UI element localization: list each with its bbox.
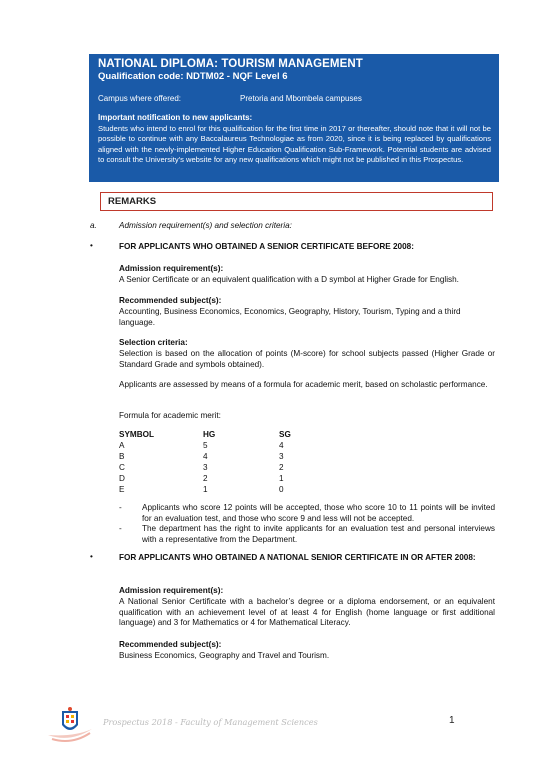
- section1-assessment-text: Applicants are assessed by means of a formula for academic merit, based on scholastic performance.: [119, 380, 488, 389]
- section1-selection-heading: Selection criteria:: [119, 338, 188, 347]
- section2-admission-heading: Admission requirement(s):: [119, 586, 224, 595]
- remarks-title: REMARKS: [108, 196, 157, 207]
- remarks-box: [100, 192, 493, 211]
- page-number: 1: [449, 715, 455, 726]
- university-crest-icon: [44, 705, 96, 750]
- table-cell: 3: [203, 463, 208, 472]
- note-dash: -: [119, 503, 122, 512]
- table-cell: D: [119, 474, 125, 483]
- item-a-text: Admission requirement(s) and selection criteria:: [119, 221, 292, 230]
- section1-selection-text: Selection is based on the allocation of points (M-score) for school subjects passed (Higher Grade or Standard Grade and symbols obtained).: [119, 349, 495, 369]
- table-cell: 2: [279, 463, 284, 472]
- table-cell: 0: [279, 485, 284, 494]
- section1-admission-text: A Senior Certificate or an equivalent qualification with a D symbol at Higher Grade for English.: [119, 275, 459, 284]
- campus-label: Campus where offered:: [98, 94, 182, 103]
- section1-recommended-text: Accounting, Business Economics, Economics, Geography, History, Tourism, Typing and a third language.: [119, 307, 461, 327]
- table-cell: 2: [203, 474, 208, 483]
- table-cell: 4: [279, 441, 284, 450]
- section2-recommended-text: Business Economics, Geography and Travel and Tourism.: [119, 651, 330, 660]
- formula-label: Formula for academic merit:: [119, 411, 221, 420]
- table-cell: 1: [203, 485, 208, 494]
- table-cell: 1: [279, 474, 284, 483]
- bullet-marker: •: [90, 552, 93, 561]
- notice-body: Students who intend to enrol for this qualification for the first time in 2017 or thereafter, should note that it will not be possible to continue with any Baccalaureus Technologiae as from 2020, since it is being replaced by qualifications aligned with the newly-implemented Higher Education Qualification Sub-Framework. Potential students are advised to consult the University's website for any new qualifications which might not be published in this Prospectus.: [98, 124, 491, 164]
- table-cell: E: [119, 485, 125, 494]
- item-a-marker: a.: [90, 221, 97, 230]
- note-item: The department has the right to invite applicants for an evaluation test and personal interviews with a representative from the Department.: [142, 524, 495, 544]
- section2-admission-text: A National Senior Certificate with a bachelor’s degree or a diploma endorsement, or an equivalent qualification with an achievement level of at least 4 for English (home language or first additional language) and 3 for Mathematics or 4 for Mathematical Literacy.: [119, 597, 495, 628]
- section1-heading: FOR APPLICANTS WHO OBTAINED A SENIOR CERTIFICATE BEFORE 2008:: [119, 242, 414, 251]
- table-header-hg: HG: [203, 430, 216, 439]
- qualification-code: Qualification code: NDTM02 - NQF Level 6: [98, 71, 288, 82]
- table-header-sg: SG: [279, 430, 291, 439]
- campus-value: Pretoria and Mbombela campuses: [240, 94, 362, 103]
- note-item: Applicants who score 12 points will be accepted, those who score 10 to 11 points will be invited for an evaluation test, and those who score 9 and less will not be accepted.: [142, 503, 495, 523]
- table-cell: B: [119, 452, 125, 461]
- notice-heading: Important notification to new applicants:: [98, 113, 253, 122]
- qualification-banner: [89, 54, 499, 182]
- footer-text: Prospectus 2018 - Faculty of Management Sciences: [103, 717, 318, 727]
- section2-recommended-heading: Recommended subject(s):: [119, 640, 222, 649]
- section2-heading: FOR APPLICANTS WHO OBTAINED A NATIONAL SENIOR CERTIFICATE IN OR AFTER 2008:: [119, 553, 476, 562]
- note-dash: -: [119, 524, 122, 533]
- table-cell: 4: [203, 452, 208, 461]
- table-cell: 3: [279, 452, 284, 461]
- section1-admission-heading: Admission requirement(s):: [119, 264, 224, 273]
- section1-recommended-heading: Recommended subject(s):: [119, 296, 222, 305]
- table-cell: A: [119, 441, 125, 450]
- qualification-title: NATIONAL DIPLOMA: TOURISM MANAGEMENT: [98, 58, 363, 70]
- table-cell: C: [119, 463, 125, 472]
- bullet-marker: •: [90, 241, 93, 250]
- table-cell: 5: [203, 441, 208, 450]
- table-header-symbol: SYMBOL: [119, 430, 155, 439]
